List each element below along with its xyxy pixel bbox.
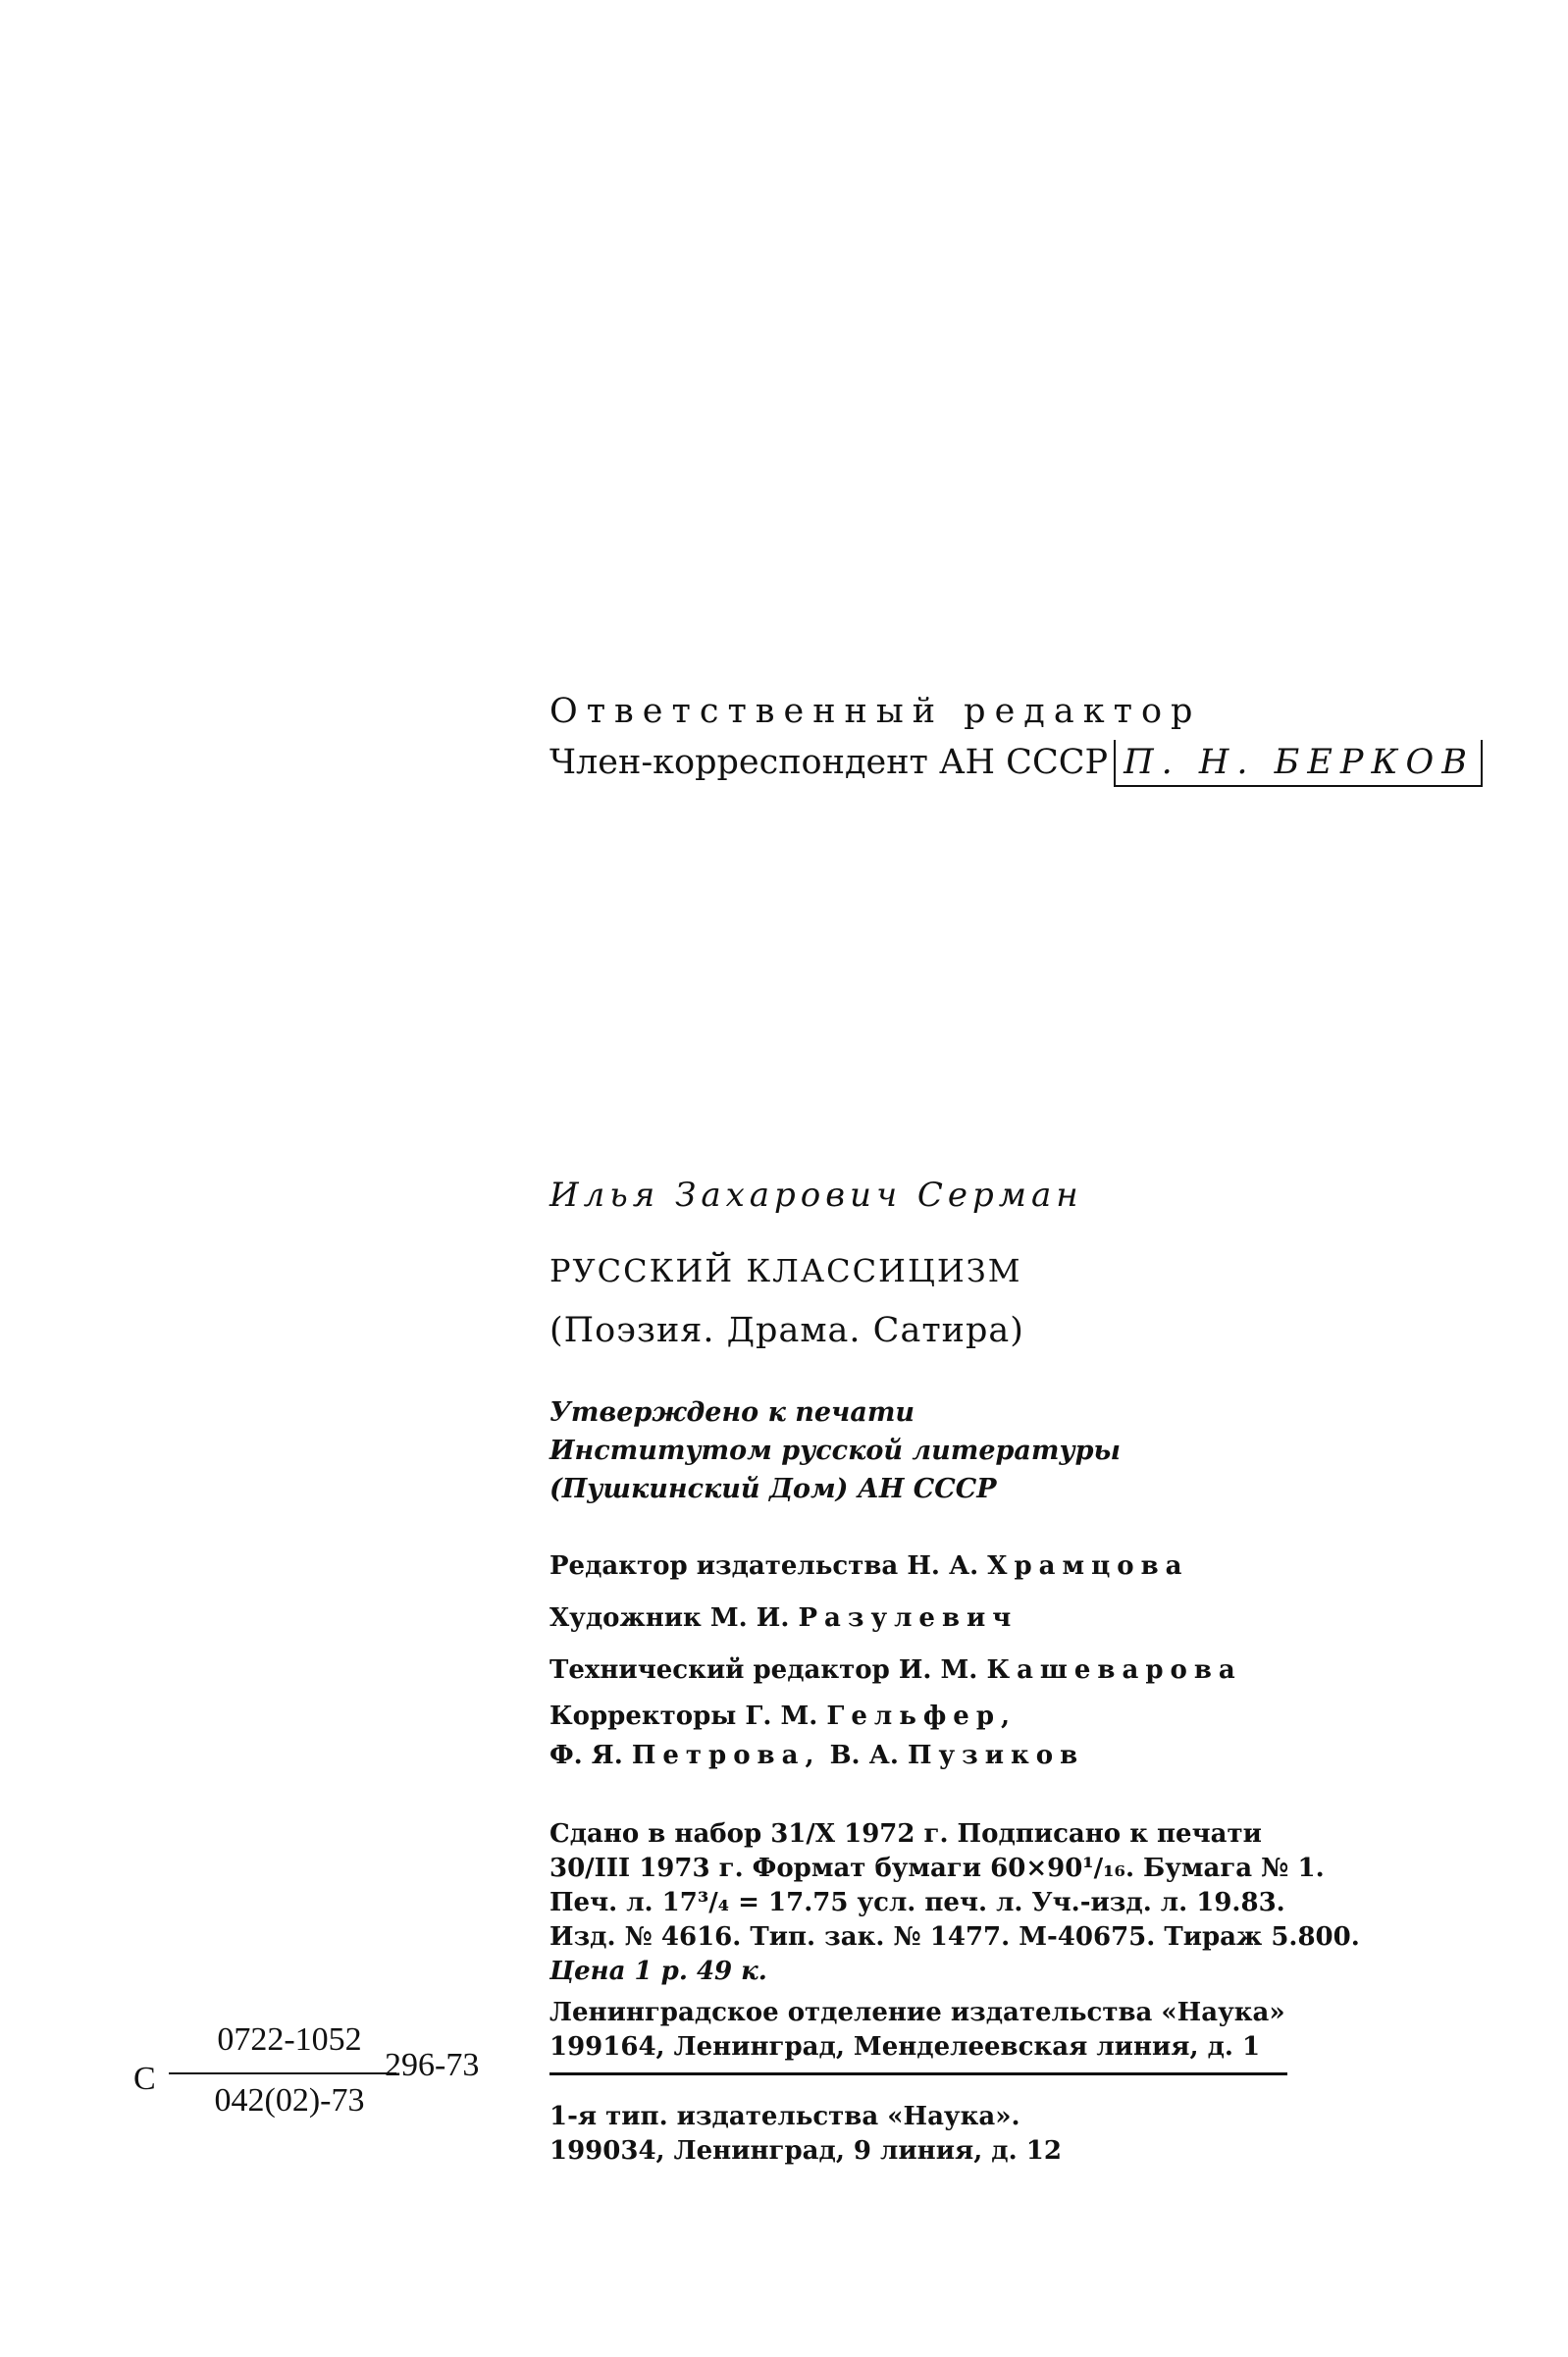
credit-label: Корректоры Г. М. [549,1702,818,1731]
credit-name: Гельфер, [826,1702,1018,1731]
details-line-4: Изд. № 4616. Тип. зак. № 1477. М-40675. Тираж 5.800. [549,1922,1360,1952]
details-line-1: Сдано в набор 31/X 1972 г. Подписано к печати [549,1819,1262,1849]
details-line-3: Печ. л. 17³/₄ = 17.75 усл. печ. л. Уч.-изд. л. 19.83. [549,1888,1285,1917]
credit-initials: В. А. [829,1741,899,1770]
publisher-line-1: Ленинградское отделение издательства «Наука» [549,1998,1285,2027]
book-title: РУССКИЙ КЛАССИЦИЗМ [549,1252,1022,1289]
book-author: Илья Захарович Серман [549,1176,1083,1215]
credit-name: Храмцова [987,1551,1189,1581]
book-subtitle: (Поэзия. Драма. Сатира) [549,1311,1024,1350]
credit-proofreaders [549,1697,1242,1736]
details-line-2: 30/III 1973 г. Формат бумаги 60×90¹/₁₆. Бумага № 1. [549,1854,1325,1883]
credit-technical-editor [549,1645,1242,1697]
printer-line-1: 1-я тип. издательства «Наука». [549,2102,1020,2131]
approval-note [549,1393,1121,1508]
credit-initials: Ф. Я. [549,1741,623,1770]
editor-member-title: Член-корреспондент АН СССР [549,743,1109,782]
editor-member-line [549,736,1483,789]
credit-label: Художник М. И. [549,1603,790,1633]
staff-credits [549,1541,1242,1775]
editor-role: Ответственный редактор [549,692,1202,731]
credit-artist [549,1593,1242,1645]
credit-name: Пузиков [907,1741,1085,1770]
divider-rule [549,2072,1287,2075]
code-letter: С [133,2061,156,2097]
responsible-editor-block [549,687,1483,789]
credit-name: Кашеварова [986,1655,1242,1685]
approval-line-3: (Пушкинский Дом) АН СССР [549,1474,997,1504]
catalogue-code [128,2021,491,2129]
credit-proofreaders-cont [549,1736,1242,1775]
approval-line-2: Институтом русской литературы [549,1436,1122,1466]
code-numerator: 0722-1052 [217,2021,362,2058]
credit-label: Технический редактор И. М. [549,1655,978,1685]
approval-line-1: Утверждено к печати [549,1397,915,1428]
printer-address [549,2100,1062,2169]
publisher-address [549,1996,1285,2065]
editor-name-boxed: П. Н. БЕРКОВ [1114,740,1483,787]
price: Цена 1 р. 49 к. [549,1957,767,1986]
code-suffix: 296-73 [385,2047,480,2083]
credit-name: Петрова, [631,1741,821,1770]
code-fraction-bar [169,2072,396,2074]
credit-label: Редактор издательства Н. А. [549,1551,979,1581]
code-denominator: 042(02)-73 [214,2082,365,2119]
credit-publisher-editor [549,1541,1242,1593]
credit-name: Разулевич [798,1603,1019,1633]
print-details [549,1817,1360,1989]
printer-line-2: 199034, Ленинград, 9 линия, д. 12 [549,2136,1062,2166]
publisher-line-2: 199164, Ленинград, Менделеевская линия, д. 1 [549,2032,1261,2062]
